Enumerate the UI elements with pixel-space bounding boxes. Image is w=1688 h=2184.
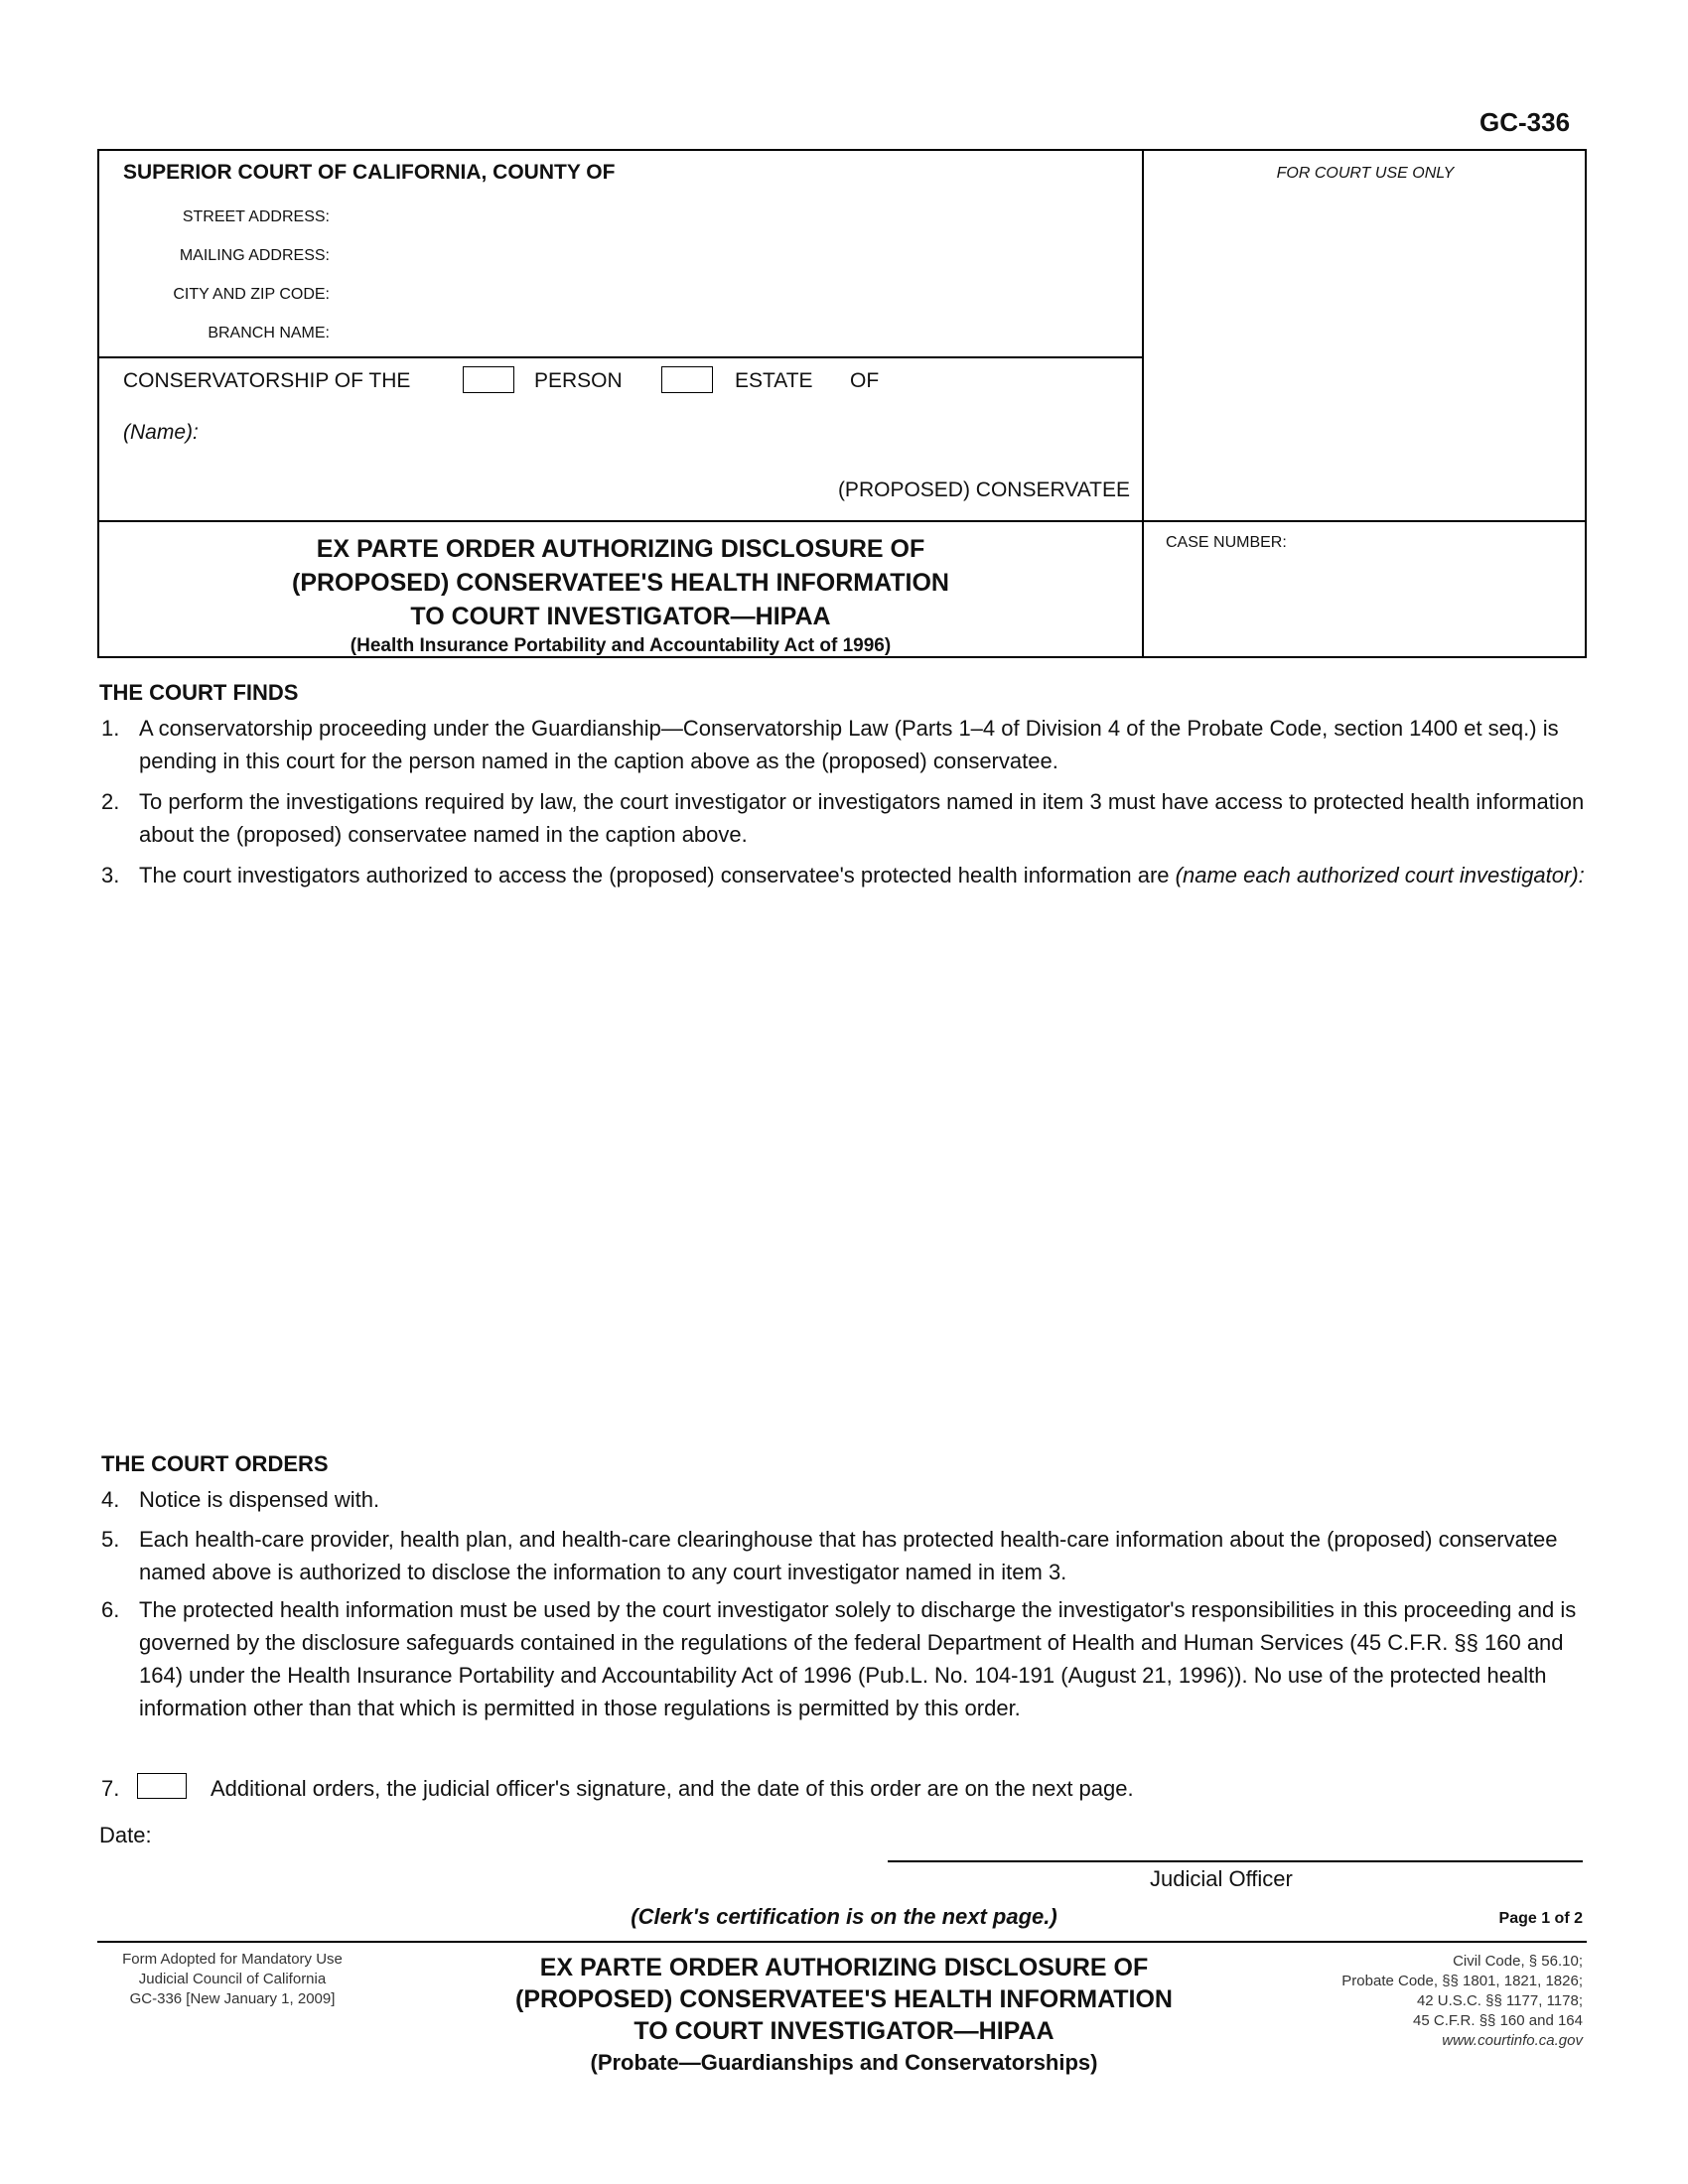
footer-citation: 45 C.F.R. §§ 160 and 164 bbox=[1413, 2012, 1583, 2029]
date-label: Date: bbox=[99, 1823, 152, 1847]
order-item-7 bbox=[101, 1772, 1585, 1805]
item-number: 1. bbox=[101, 716, 120, 741]
footer-left-line: Form Adopted for Mandatory Use bbox=[122, 1951, 343, 1968]
footer-legal-citations bbox=[1241, 1952, 1583, 2051]
order-item-6 bbox=[101, 1593, 1585, 1724]
title-line-2: (PROPOSED) CONSERVATEE'S HEALTH INFORMATION bbox=[292, 569, 949, 597]
form-number: GC-336 bbox=[1479, 107, 1571, 137]
item-number: 5. bbox=[101, 1527, 120, 1552]
footer-citation: Civil Code, § 56.10; bbox=[1453, 1953, 1583, 1970]
caption-divider-party bbox=[99, 356, 1142, 358]
item-text: Additional orders, the judicial officer's signature, and the date of this order are on the next page. bbox=[211, 1776, 1134, 1801]
item-number: 4. bbox=[101, 1487, 120, 1512]
item-text-main: The court investigators authorized to access the (proposed) conservatee's protected health information are bbox=[139, 863, 1170, 887]
item-text bbox=[101, 859, 1585, 891]
of-label: OF bbox=[850, 369, 880, 392]
footer-left-line: Judicial Council of California bbox=[138, 1971, 327, 1987]
findings-heading: THE COURT FINDS bbox=[99, 680, 299, 705]
orders-heading: THE COURT ORDERS bbox=[101, 1451, 329, 1476]
item-text: A conservatorship proceeding under the Guardianship—Conservatorship Law (Parts 1–4 of Division 4 of the Probate Code, section 1400 et seq.) is pending in this court for the person named in the caption above as the (proposed) conservatee. bbox=[139, 716, 1559, 773]
footer-title-line: TO COURT INVESTIGATOR—HIPAA bbox=[633, 2017, 1055, 2045]
footer-website-link[interactable]: www.courtinfo.ca.gov bbox=[1442, 2032, 1583, 2049]
order-item-4 bbox=[101, 1483, 1585, 1516]
street-address-label: STREET ADDRESS: bbox=[182, 208, 330, 225]
clerk-certification-note: (Clerk's certification is on the next page.) bbox=[631, 1904, 1057, 1929]
item-text: To perform the investigations required by law, the court investigator or investigators named in item 3 must have access to protected health information about the (proposed) conservatee named in the caption above. bbox=[139, 789, 1585, 847]
footer-citation: 42 U.S.C. §§ 1177, 1178; bbox=[1416, 1992, 1583, 2009]
item-number: 6. bbox=[101, 1597, 120, 1622]
branch-name-label: BRANCH NAME: bbox=[208, 325, 330, 341]
footer-title bbox=[397, 1952, 1291, 2079]
item-number: 7. bbox=[101, 1776, 120, 1801]
person-checkbox[interactable] bbox=[463, 366, 514, 393]
estate-label: ESTATE bbox=[735, 369, 813, 392]
item-text: Each health-care provider, health plan, and health-care clearinghouse that has protected health-care information about the (proposed) conservatee named above is authorized to disclose the information to any court investigator named in item 3. bbox=[139, 1527, 1558, 1584]
court-use-only-label: FOR COURT USE ONLY bbox=[1276, 165, 1455, 182]
judicial-officer-label: Judicial Officer bbox=[1150, 1866, 1293, 1891]
caption-divider-title bbox=[99, 520, 1585, 522]
city-zip-label: CITY AND ZIP CODE: bbox=[173, 286, 330, 303]
item-text: Notice is dispensed with. bbox=[139, 1487, 380, 1512]
proposed-conservatee-label: (PROPOSED) CONSERVATEE bbox=[837, 478, 1130, 501]
title-line-3: TO COURT INVESTIGATOR—HIPAA bbox=[410, 603, 831, 630]
name-label: (Name): bbox=[123, 421, 199, 444]
order-item-5 bbox=[101, 1523, 1585, 1588]
finding-item-2 bbox=[101, 785, 1585, 851]
footer-title-line: (PROPOSED) CONSERVATEE'S HEALTH INFORMATION bbox=[515, 1985, 1173, 2013]
page-number: Page 1 of 2 bbox=[1498, 1910, 1583, 1927]
footer-left-line: GC-336 [New January 1, 2009] bbox=[129, 1990, 336, 2007]
document-title bbox=[99, 532, 1142, 659]
footer-adoption-info bbox=[97, 1950, 367, 2009]
finding-item-1 bbox=[101, 712, 1585, 777]
signature-line[interactable] bbox=[888, 1860, 1583, 1862]
title-subtitle: (Health Insurance Portability and Accountability Act of 1996) bbox=[350, 635, 892, 656]
estate-checkbox[interactable] bbox=[661, 366, 713, 393]
case-number-label: CASE NUMBER: bbox=[1166, 534, 1287, 551]
additional-orders-checkbox[interactable] bbox=[137, 1773, 187, 1799]
item-number: 2. bbox=[101, 789, 120, 814]
conservatorship-label: CONSERVATORSHIP OF THE bbox=[123, 369, 411, 392]
court-title: SUPERIOR COURT OF CALIFORNIA, COUNTY OF bbox=[123, 161, 616, 184]
finding-item-3 bbox=[101, 859, 1585, 891]
footer-title-subtitle: (Probate—Guardianships and Conservatorships) bbox=[590, 2050, 1098, 2075]
caption-box bbox=[97, 149, 1587, 658]
caption-divider-vertical bbox=[1142, 151, 1144, 656]
footer-title-line: EX PARTE ORDER AUTHORIZING DISCLOSURE OF bbox=[539, 1954, 1149, 1981]
footer-citation: Probate Code, §§ 1801, 1821, 1826; bbox=[1341, 1973, 1583, 1989]
item-text: The protected health information must be used by the court investigator solely to discharge the investigator's responsibilities in this proceeding and is governed by the disclosure safeguards contained in the regulations of the federal Department of Health and Human Services (45 C.F.R. §§ 160 and 164) under the Health Insurance Portability and Accountability Act of 1996 (Pub.L. No. 104-191 (August 21, 1996)). No use of the protected health information other than that which is permitted in those regulations is permitted by this order. bbox=[139, 1597, 1577, 1720]
item-number: 3. bbox=[101, 863, 120, 887]
footer-divider bbox=[97, 1941, 1587, 1943]
person-label: PERSON bbox=[534, 369, 623, 392]
item-text-italic: (name each authorized court investigator): bbox=[1175, 863, 1585, 887]
title-line-1: EX PARTE ORDER AUTHORIZING DISCLOSURE OF bbox=[316, 535, 925, 563]
mailing-address-label: MAILING ADDRESS: bbox=[179, 247, 330, 264]
